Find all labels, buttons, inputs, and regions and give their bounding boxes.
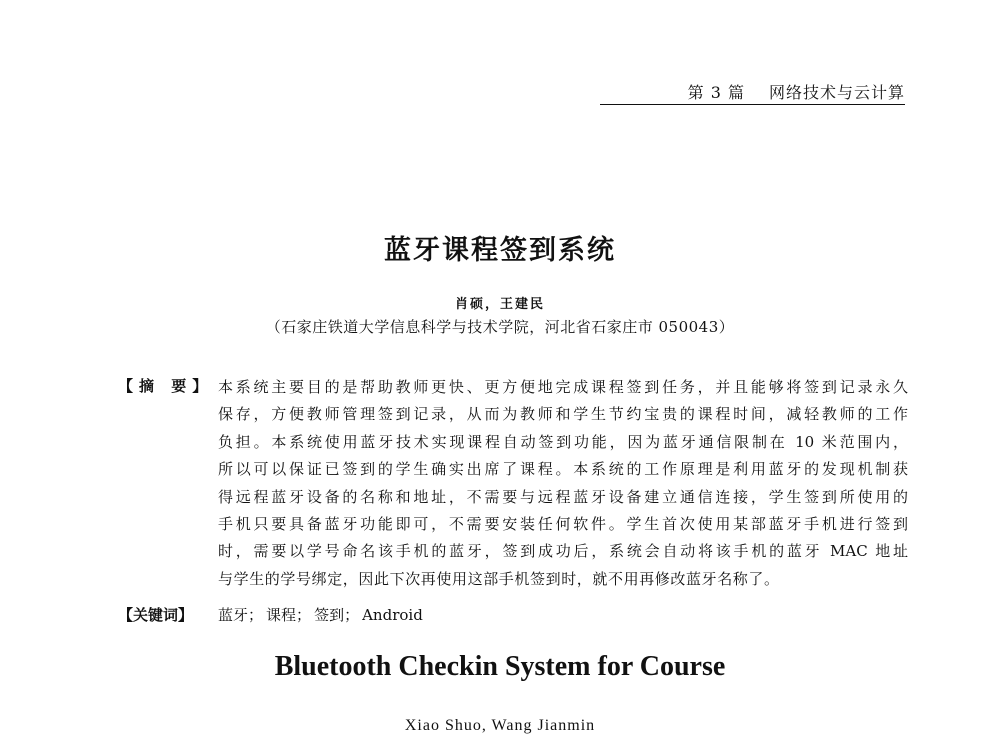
- keywords-list: [218, 604, 423, 625]
- abstract-line: 本系统主要目的是帮助教师更快、更方便地完成课程签到任务，并且能够将签到记录永久: [218, 378, 908, 396]
- keyword: 课程: [266, 606, 297, 624]
- paper-title-en: Bluetooth Checkin System for Course: [274, 651, 726, 682]
- authors-cn: 肖硕，王建民: [454, 297, 545, 312]
- keywords-label: 【关键词】: [118, 606, 194, 624]
- running-head: [688, 80, 905, 103]
- abstract-line: 保存，方便教师管理签到记录，从而为教师和学生节约宝贵的课程时间，减轻教师的工作: [218, 405, 908, 424]
- running-head-section: 网络技术与云计算: [768, 83, 905, 102]
- running-head-part: 第 3 篇: [687, 83, 745, 102]
- keyword: Android: [362, 606, 423, 624]
- abstract-body: [218, 374, 908, 593]
- keyword-separator: ；: [296, 606, 312, 624]
- keyword-separator: ；: [344, 606, 360, 624]
- keyword: 蓝牙: [218, 606, 249, 624]
- abstract-line: 手机只要具备蓝牙功能即可，不需要安装任何软件。学生首次使用某部蓝牙手机进行签到: [218, 514, 908, 533]
- abstract-line: 所以可以保证已签到的学生确实出席了课程。本系统的工作原理是利用蓝牙的发现机制获: [218, 460, 908, 479]
- keyword-separator: ；: [248, 606, 264, 624]
- abstract-line: 时，需要以学号命名该手机的蓝牙，签到成功后，系统会自动将该手机的蓝牙 MAC 地址: [218, 542, 908, 561]
- abstract-line: 负担。本系统使用蓝牙技术实现课程自动签到功能，因为蓝牙通信限制在 10 米范围内，: [218, 432, 908, 451]
- abstract-line: 与学生的学号绑定，因此下次再使用这部手机签到时，就不用再修改蓝牙名称了。: [218, 569, 780, 588]
- keyword: 签到: [314, 606, 345, 624]
- header-rule: [600, 104, 905, 105]
- paper-title-cn: 蓝牙课程签到系统: [384, 235, 616, 266]
- abstract-line: 得远程蓝牙设备的名称和地址，不需要与远程蓝牙设备建立通信连接，学生签到所使用的: [218, 487, 908, 506]
- authors-en: Xiao Shuo, Wang Jianmin: [404, 717, 596, 734]
- abstract-label: 【摘 要】: [118, 377, 214, 395]
- affiliation-cn: （石家庄铁道大学信息科学与技术学院，河北省石家庄市 050043）: [265, 318, 735, 336]
